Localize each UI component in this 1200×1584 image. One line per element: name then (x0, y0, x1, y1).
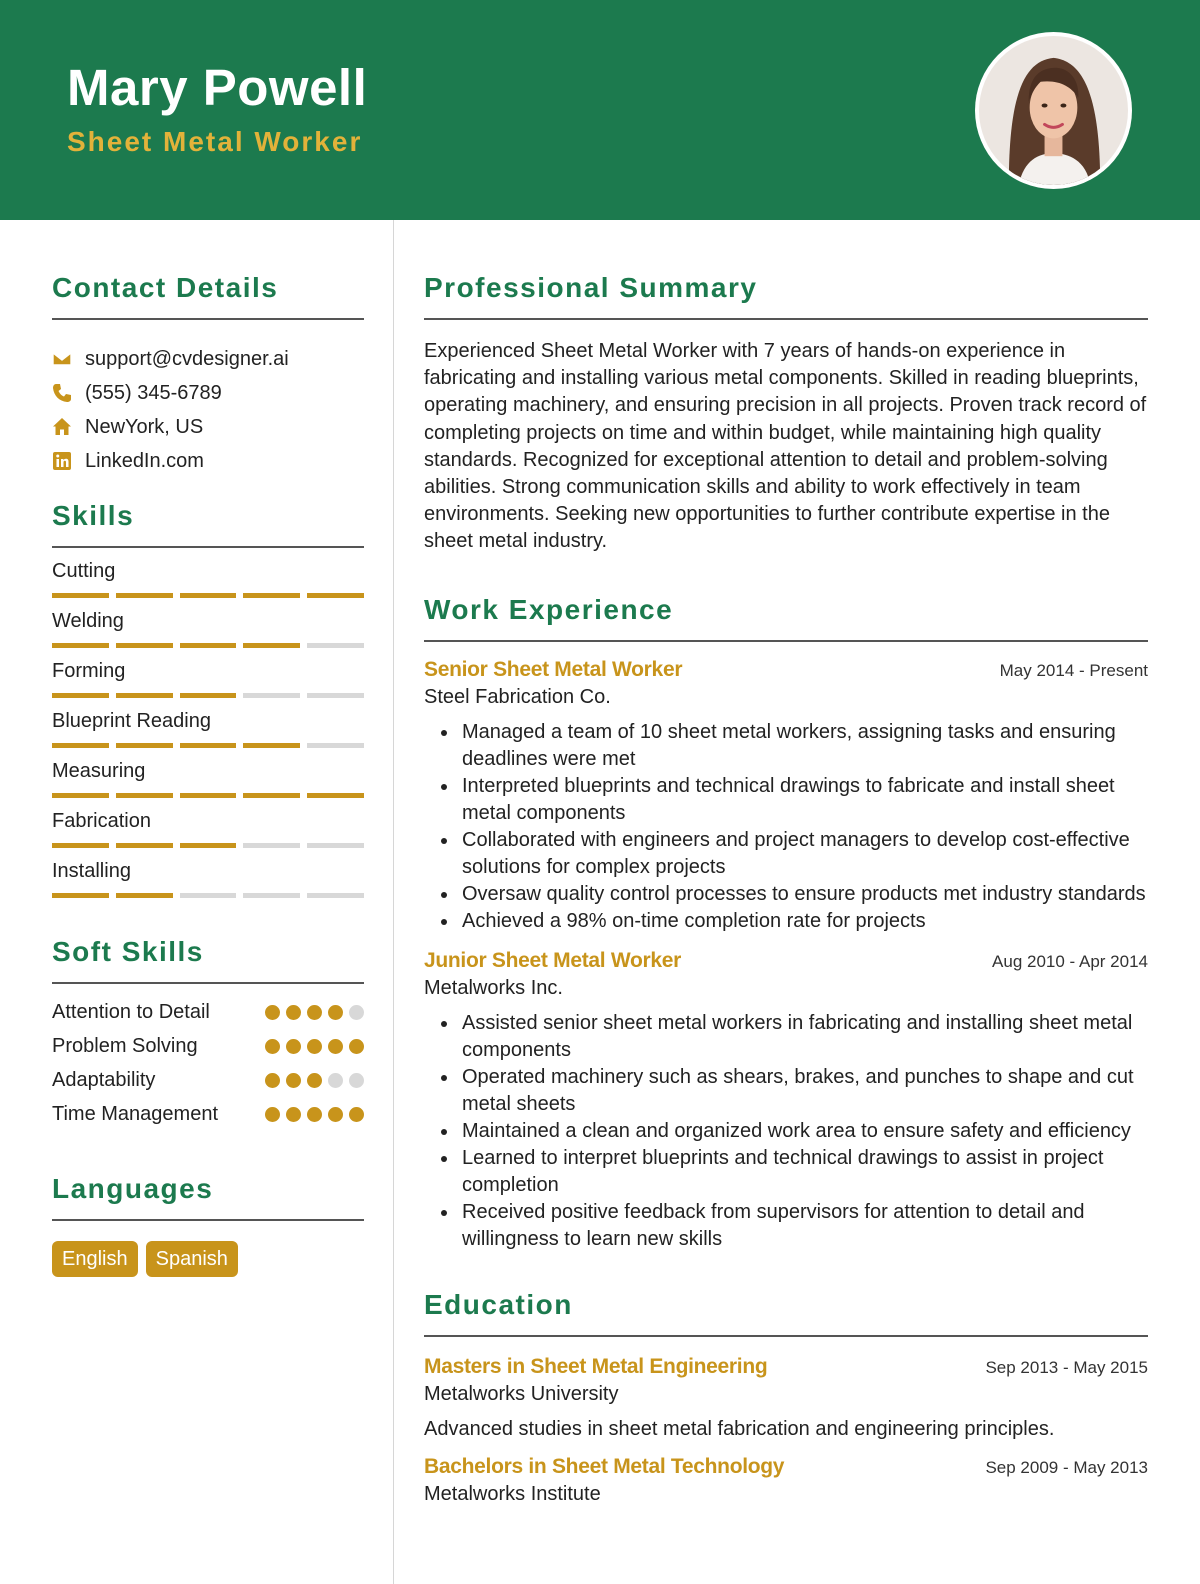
skill-item (52, 557, 364, 598)
skill-item (52, 707, 364, 748)
soft-skill-name: Adaptability (52, 1069, 156, 1091)
soft-skill-name: Attention to Detail (52, 1001, 210, 1023)
experience-section (424, 592, 1148, 1253)
rating-dot (349, 1005, 364, 1020)
soft-skills-list (52, 998, 364, 1129)
job-company: Metalworks Inc. (424, 976, 563, 999)
contact-linkedin[interactable] (52, 444, 364, 478)
portrait-image (979, 36, 1128, 185)
bullet-item: Received positive feedback from supervisors for attention to detail and willingness to learn new skills (424, 1199, 1148, 1253)
skill-level-segment (180, 593, 237, 598)
rating-dot (286, 1073, 301, 1088)
skill-name: Installing (52, 860, 131, 882)
rating-dot (265, 1107, 280, 1122)
section-rule (424, 640, 1148, 642)
resume-header (0, 0, 1200, 220)
skill-level-segment (243, 643, 300, 648)
language-tag: English (52, 1241, 138, 1277)
school-name: Metalworks University (424, 1382, 619, 1405)
profile-photo (975, 32, 1132, 189)
skill-level-segment (180, 843, 237, 848)
skills-section (52, 498, 364, 898)
contact-linkedin-text: LinkedIn.com (85, 449, 204, 472)
job-dates: Aug 2010 - Apr 2014 (992, 951, 1148, 971)
left-column (52, 270, 364, 1277)
skill-level-segment (180, 643, 237, 648)
soft-skill-item (52, 1032, 364, 1061)
skill-name: Welding (52, 610, 124, 632)
education-section (424, 1287, 1148, 1506)
skill-level-segment (116, 793, 173, 798)
skill-level-bar (52, 743, 364, 748)
skill-level-segment (307, 843, 364, 848)
candidate-role: Sheet Metal Worker (67, 126, 363, 157)
language-tags (52, 1241, 364, 1277)
school-name: Metalworks Institute (424, 1482, 601, 1505)
skill-level-bar (52, 593, 364, 598)
skill-level-segment (116, 593, 173, 598)
skill-level-segment (116, 693, 173, 698)
skill-level-bar (52, 643, 364, 648)
skill-name: Measuring (52, 760, 146, 782)
skill-level-segment (243, 793, 300, 798)
home-icon (52, 417, 72, 437)
contact-heading: Contact Details (52, 272, 279, 303)
contact-phone[interactable] (52, 376, 364, 410)
rating-dot (307, 1039, 322, 1054)
contact-email-text: support@cvdesigner.ai (85, 347, 289, 370)
linkedin-icon (52, 451, 72, 471)
summary-text: Experienced Sheet Metal Worker with 7 years of hands-on experience in fabricating and installing various metal components. Skilled in reading blueprints, operating machinery, and ensuring precision in all projects. Proven track record of completing projects on time and within budget, while maintaining high quality standards. Recognized for exceptional attention to detail and problem-solving abilities. Strong communication skills and ability to work effectively in team environments. Seeking new opportunities to further contribute expertise in the sheet metal industry. (424, 340, 1147, 553)
skill-level-segment (116, 893, 173, 898)
rating-dot (265, 1073, 280, 1088)
skill-name: Cutting (52, 560, 116, 582)
rating-dot (286, 1039, 301, 1054)
rating-dot (265, 1039, 280, 1054)
rating-dot (307, 1073, 322, 1088)
education-heading: Education (424, 1288, 573, 1320)
rating-dot (328, 1039, 343, 1054)
rating-dot (307, 1005, 322, 1020)
bullet-item: Learned to interpret blueprints and technical drawings to assist in project completion (424, 1145, 1148, 1199)
soft-skills-section (52, 934, 364, 1129)
skill-level-bar (52, 893, 364, 898)
skills-list (52, 557, 364, 898)
skill-level-segment (243, 693, 300, 698)
skill-level-segment (52, 643, 109, 648)
education-description: Advanced studies in sheet metal fabrication and engineering principles. (424, 1417, 1055, 1440)
rating-dot (286, 1005, 301, 1020)
soft-skill-name: Problem Solving (52, 1035, 198, 1057)
contact-location-text: NewYork, US (85, 415, 204, 438)
bullet-item: Assisted senior sheet metal workers in fabricating and installing sheet metal components (424, 1010, 1148, 1064)
rating-dot (265, 1005, 280, 1020)
job-dates: May 2014 - Present (999, 660, 1148, 680)
skill-item (52, 807, 364, 848)
skill-level-segment (116, 743, 173, 748)
education-dates: Sep 2013 - May 2015 (985, 1357, 1148, 1377)
skill-level-segment (243, 593, 300, 598)
section-rule (52, 546, 364, 548)
job-title: Junior Sheet Metal Worker (424, 948, 682, 972)
skill-level-bar (52, 693, 364, 698)
rating-dot (328, 1005, 343, 1020)
skill-level-segment (116, 843, 173, 848)
summary-heading: Professional Summary (424, 272, 758, 303)
skill-level-segment (243, 743, 300, 748)
summary-section (424, 270, 1148, 556)
soft-skill-item (52, 1100, 364, 1129)
section-rule (52, 318, 364, 320)
job-entry (424, 658, 1148, 935)
languages-heading: Languages (52, 1173, 214, 1204)
soft-skill-rating (265, 1005, 364, 1020)
skill-level-segment (307, 743, 364, 748)
skill-item (52, 857, 364, 898)
skill-name: Forming (52, 660, 126, 682)
section-rule (424, 1335, 1148, 1337)
right-column (424, 270, 1148, 1506)
skill-item (52, 657, 364, 698)
bullet-item: Oversaw quality control processes to ensure products met industry standards (424, 881, 1148, 908)
skill-level-segment (180, 693, 237, 698)
skill-level-segment (52, 843, 109, 848)
candidate-name: Mary Powell (67, 59, 368, 116)
bullet-item: Interpreted blueprints and technical drawings to fabricate and install sheet metal components (424, 773, 1148, 827)
skills-heading: Skills (52, 500, 135, 531)
experience-heading: Work Experience (424, 593, 674, 625)
skill-level-segment (243, 843, 300, 848)
column-divider (393, 220, 394, 1584)
rating-dot (307, 1107, 322, 1122)
bullet-item: Operated machinery such as shears, brakes, and punches to shape and cut metal sheets (424, 1064, 1148, 1118)
degree-title: Bachelors in Sheet Metal Technology (424, 1454, 785, 1478)
rating-dot (328, 1107, 343, 1122)
section-rule (52, 982, 364, 984)
bullet-item: Achieved a 98% on-time completion rate for projects (424, 908, 1148, 935)
contact-phone-text: (555) 345-6789 (85, 381, 222, 404)
skill-level-segment (52, 893, 109, 898)
skill-level-segment (180, 743, 237, 748)
soft-skill-name: Time Management (52, 1103, 218, 1125)
contact-section (52, 270, 364, 478)
education-entry (424, 1455, 1148, 1506)
skill-item (52, 757, 364, 798)
education-dates: Sep 2009 - May 2013 (985, 1457, 1148, 1477)
contact-location (52, 410, 364, 444)
skill-item (52, 607, 364, 648)
skill-name: Fabrication (52, 810, 151, 832)
degree-title: Masters in Sheet Metal Engineering (424, 1354, 768, 1378)
skill-level-segment (307, 893, 364, 898)
skill-level-bar (52, 843, 364, 848)
section-rule (424, 318, 1148, 320)
phone-icon (52, 383, 72, 403)
language-tag: Spanish (146, 1241, 238, 1277)
soft-skill-item (52, 998, 364, 1027)
skill-level-segment (307, 793, 364, 798)
skill-level-segment (307, 643, 364, 648)
job-bullets (424, 1010, 1148, 1253)
skill-level-segment (116, 643, 173, 648)
soft-skill-rating (265, 1073, 364, 1088)
skill-level-segment (52, 593, 109, 598)
skill-name: Blueprint Reading (52, 710, 211, 732)
bullet-item: Collaborated with engineers and project managers to develop cost-effective solutions for complex projects (424, 827, 1148, 881)
skill-level-segment (52, 793, 109, 798)
rating-dot (349, 1073, 364, 1088)
job-company: Steel Fabrication Co. (424, 685, 611, 708)
skill-level-segment (243, 893, 300, 898)
section-rule (52, 1219, 364, 1221)
bullet-item: Maintained a clean and organized work area to ensure safety and efficiency (424, 1118, 1148, 1145)
soft-skills-heading: Soft Skills (52, 936, 204, 967)
skill-level-segment (180, 793, 237, 798)
job-bullets (424, 719, 1148, 935)
rating-dot (286, 1107, 301, 1122)
job-entry (424, 949, 1148, 1253)
soft-skill-rating (265, 1107, 364, 1122)
bullet-item: Managed a team of 10 sheet metal workers, assigning tasks and ensuring deadlines were met (424, 719, 1148, 773)
skill-level-segment (52, 743, 109, 748)
contact-list (52, 342, 364, 478)
skill-level-segment (307, 693, 364, 698)
skill-level-segment (307, 593, 364, 598)
rating-dot (349, 1107, 364, 1122)
skill-level-segment (180, 893, 237, 898)
job-title: Senior Sheet Metal Worker (424, 657, 683, 681)
envelope-icon (52, 349, 72, 369)
languages-section (52, 1171, 364, 1277)
soft-skill-item (52, 1066, 364, 1095)
contact-email[interactable] (52, 342, 364, 376)
skill-level-bar (52, 793, 364, 798)
education-entry (424, 1355, 1148, 1441)
rating-dot (349, 1039, 364, 1054)
rating-dot (328, 1073, 343, 1088)
skill-level-segment (52, 693, 109, 698)
soft-skill-rating (265, 1039, 364, 1054)
